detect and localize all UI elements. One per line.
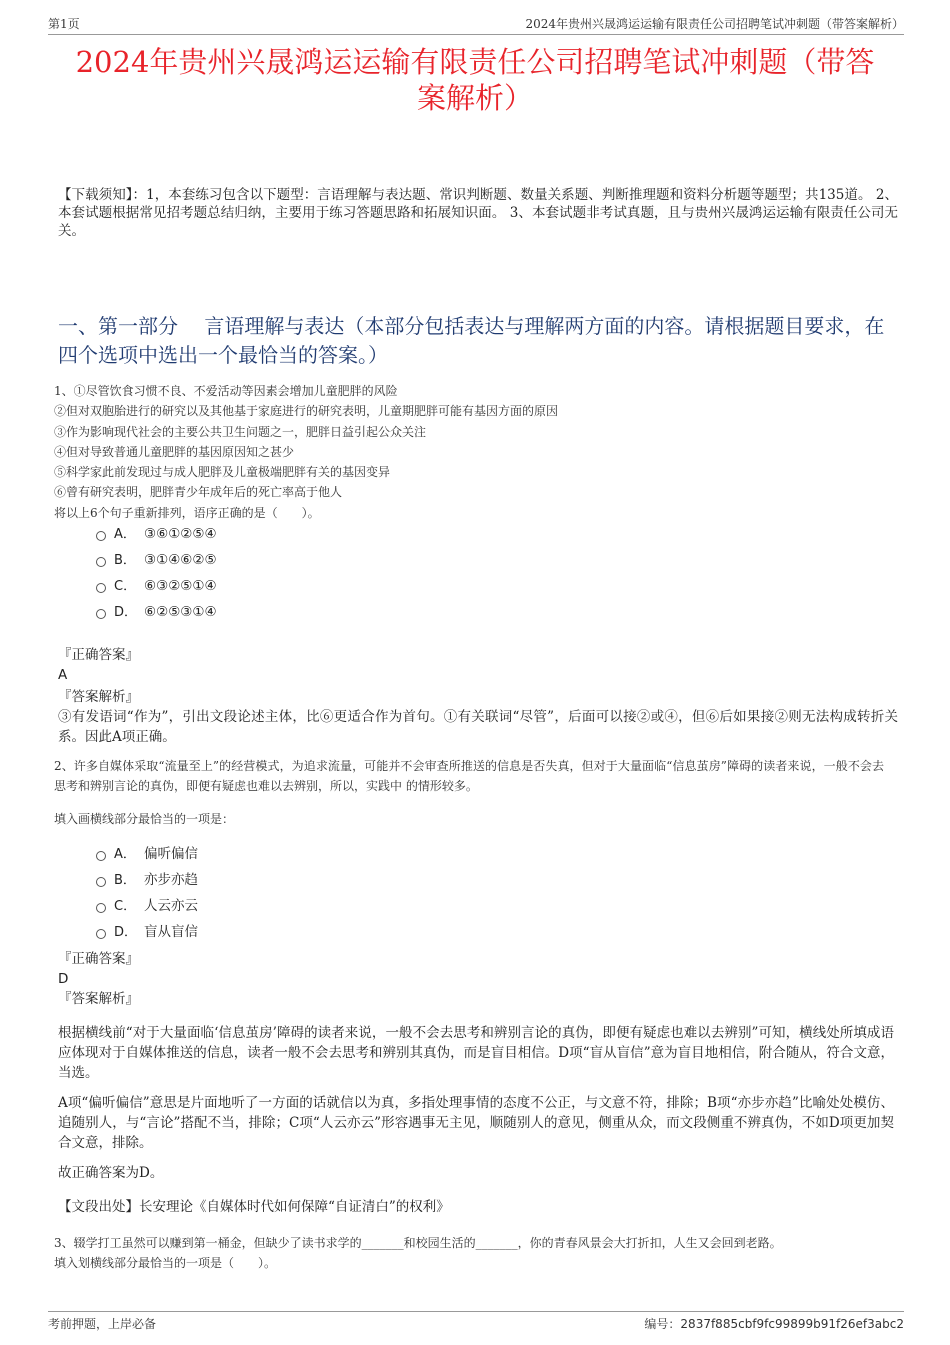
q1-answer-block	[58, 645, 898, 747]
option-letter: C．	[114, 899, 137, 914]
option-letter: B．	[114, 553, 136, 568]
footer-divider	[48, 1311, 904, 1312]
question-2-text: 2、许多自媒体采取“流量至上”的经营模式，为追求流量，可能并不会审查所推送的信息是否失真，但对于大量面临“信息茧房”障碍的读者来说，一般不会去思考和辨别言论的真伪，即便有疑虑也难以去辨别，所以，实践中 的情形较多。	[54, 759, 884, 794]
radio-icon[interactable]	[96, 609, 106, 619]
q2-option-c[interactable]	[96, 893, 198, 919]
document-title	[40, 44, 910, 116]
document-id: 编号：2837f885cbf9fc99899b91f26ef3abc2	[644, 1317, 904, 1331]
q1-option-d[interactable]	[96, 599, 217, 625]
option-text: 偏听偏信	[144, 846, 198, 862]
option-text: ③⑥①②⑤④	[144, 526, 217, 542]
q2-option-b[interactable]	[96, 867, 198, 893]
q1-line: 1、①尽管饮食习惯不良、不爱活动等因素会增加儿童肥胖的风险	[54, 384, 398, 398]
q2-option-a[interactable]	[96, 841, 198, 867]
q2-answer-block	[58, 949, 898, 1009]
q1-option-a[interactable]	[96, 521, 217, 547]
option-letter: A．	[114, 847, 136, 862]
radio-icon[interactable]	[96, 557, 106, 567]
header-divider	[48, 34, 904, 35]
option-letter: C．	[114, 579, 137, 594]
question-3	[54, 1233, 904, 1274]
option-letter: D．	[114, 605, 138, 620]
q2-options	[96, 841, 198, 945]
radio-icon[interactable]	[96, 583, 106, 593]
option-text: ③①④⑥②⑤	[144, 552, 217, 568]
q1-line: ③作为影响现代社会的主要公共卫生问题之一，肥胖日益引起公众关注	[54, 424, 427, 439]
q2-answer: D	[58, 971, 69, 987]
q1-option-c[interactable]	[96, 573, 217, 599]
q1-line: ⑥曾有研究表明，肥胖青少年成年后的死亡率高于他人	[54, 485, 343, 500]
q3-line-1: 3、辍学打工虽然可以赚到第一桶金，但缺少了读书求学的_______和校园生活的_______，你的青春风景会大打折扣，人生又会回到老路。	[54, 1236, 782, 1250]
q1-option-b[interactable]	[96, 547, 217, 573]
option-text: ⑥②⑤③①④	[144, 604, 217, 620]
option-text: 人云亦云	[144, 898, 198, 914]
option-text: 盲从盲信	[144, 924, 198, 940]
running-header-title: 2024年贵州兴晟鸿运运输有限责任公司招聘笔试冲刺题（带答案解析）	[525, 17, 904, 31]
section-heading: 一、第一部分 言语理解与表达（本部分包括表达与理解两方面的内容。请根据题目要求，在四个选项中选出一个最恰当的答案。）	[58, 314, 885, 367]
q2-explain-label: 『答案解析』	[58, 991, 139, 1007]
radio-icon[interactable]	[96, 531, 106, 541]
option-letter: B．	[114, 873, 136, 888]
q2-explanation-2: A项“偏听偏信”意思是片面地听了一方面的话就信以为真，多指处理事情的态度不公正，与文意不符，排除；B项“亦步亦趋”比喻处处模仿、追随别人，与“言论”搭配不当，排除；C项“人云亦云”形容遇事无主见，顺随别人的意见，侧重从众，而文段侧重不辨真伪，不如D项更加契合文意，排除。	[58, 1095, 894, 1151]
question-1	[54, 381, 904, 523]
q1-prompt: 将以上6个句子重新排列，语序正确的是（ ）。	[54, 505, 320, 520]
title-line-2: 案解析）	[416, 81, 533, 115]
radio-icon[interactable]	[96, 851, 106, 861]
option-text: ⑥③②⑤①④	[144, 578, 217, 594]
q1-explain-label: 『答案解析』	[58, 689, 139, 705]
q3-prompt: 填入划横线部分最恰当的一项是（ ）。	[54, 1256, 277, 1271]
page-number: 第1页	[48, 17, 80, 31]
radio-icon[interactable]	[96, 877, 106, 887]
download-notice: 【下载须知】：1，本套练习包含以下题型：言语理解与表达题、常识判断题、数量关系题、判断推理题和资料分析题等题型；共135道。 2、本套试题根据常见招考题总结归纳，主要用于练习答题思路和拓展知识面。 3、本套试题非考试真题，且与贵州兴晟鸿运运输有限责任公司无关。	[58, 187, 898, 239]
option-letter: D．	[114, 925, 138, 940]
q1-explanation: ③有发语词“作为”，引出文段论述主体，比⑥更适合作为首句。①有关联词“尽管”，后面可以接②或④，但⑥后如果接②则无法构成转折关系。因此A项正确。	[58, 709, 898, 745]
option-text: 亦步亦趋	[144, 872, 198, 888]
footer-slogan: 考前押题，上岸必备	[48, 1317, 157, 1331]
q1-options	[96, 521, 217, 625]
q2-answer-label: 『正确答案』	[58, 951, 139, 967]
q1-answer-label: 『正确答案』	[58, 647, 139, 663]
q2-explanation-3: 故正确答案为D。	[58, 1165, 164, 1181]
question-2-prompt: 填入画横线部分最恰当的一项是：	[54, 812, 235, 826]
q1-line: ④但对导致普通儿童肥胖的基因原因知之甚少	[54, 444, 295, 459]
option-letter: A．	[114, 527, 136, 542]
q1-line: ②但对双胞胎进行的研究以及其他基于家庭进行的研究表明，儿童期肥胖可能有基因方面的原因	[54, 404, 559, 419]
q1-line: ⑤科学家此前发现过与成人肥胖及儿童极端肥胖有关的基因变异	[54, 465, 391, 480]
q2-explanation-1: 根据横线前“对于大量面临‘信息茧房’障碍的读者来说，一般不会去思考和辨别言论的真伪，即便有疑虑也难以去辨别”可知，横线处所填成语应体现对于自媒体推送的信息，读者一般不会去思考和辨别其真伪，而是盲目相信。D项“盲从盲信”意为盲目地相信，附合随从，符合文意，当选。	[58, 1025, 894, 1081]
q2-option-d[interactable]	[96, 919, 198, 945]
q1-answer: A	[58, 667, 68, 683]
radio-icon[interactable]	[96, 903, 106, 913]
radio-icon[interactable]	[96, 929, 106, 939]
q2-source: 【文段出处】长安理论《自媒体时代如何保障“自证清白”的权利》	[58, 1199, 450, 1215]
title-line-1: 2024年贵州兴晟鸿运运输有限责任公司招聘笔试冲刺题（带答	[75, 45, 875, 79]
